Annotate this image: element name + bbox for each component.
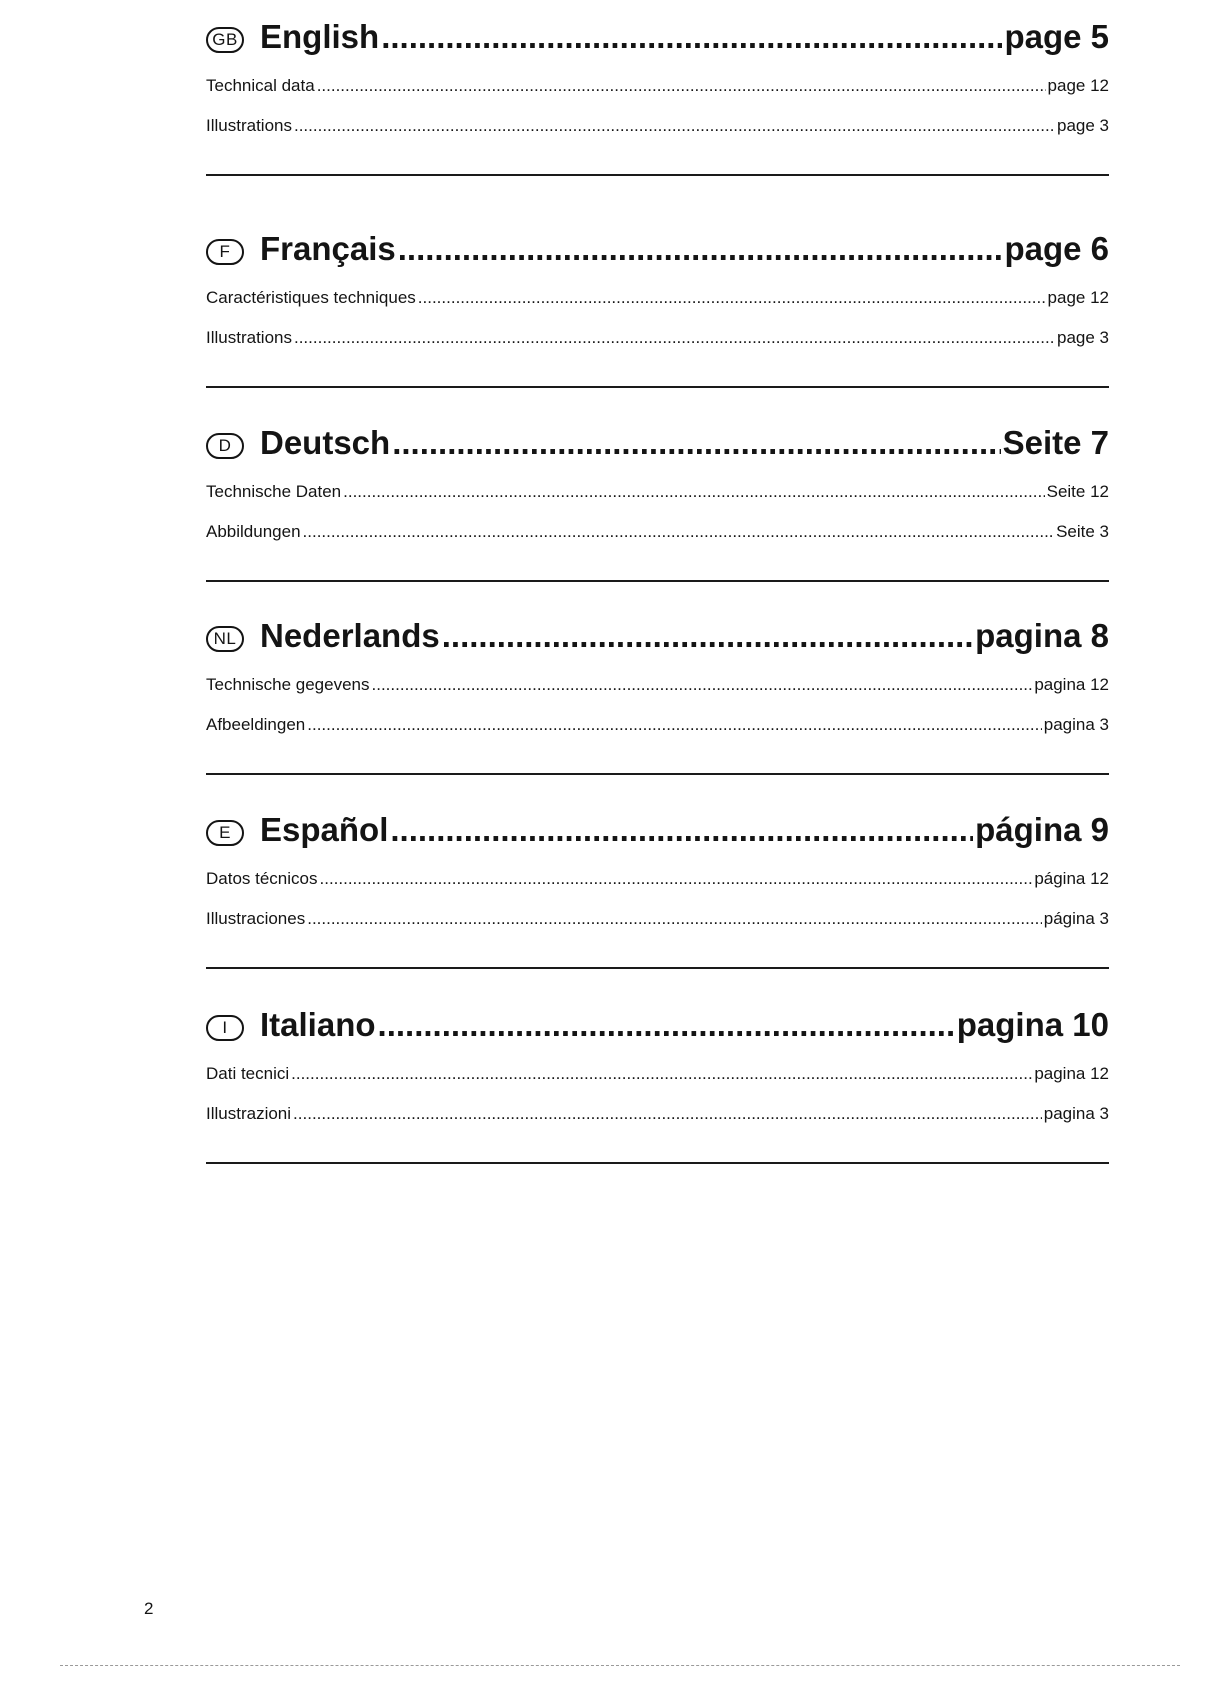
entry-label: Caractéristiques techniques [206,288,416,307]
language-title: Français [260,230,396,267]
toc-entry-illustrations[interactable] [206,522,1109,546]
entry-label: Afbeeldingen [206,715,306,734]
section-divider [206,773,1109,775]
entry-page-ref: page 3 [1057,328,1109,347]
dot-leader [392,424,1000,462]
section-divider [206,967,1109,969]
dot-leader [291,1064,1032,1084]
entry-label: Technical data [206,76,315,95]
country-code-badge: F [206,239,244,265]
entry-page-ref: pagina 12 [1034,675,1109,694]
heading-page-ref: pagina 8 [975,617,1109,654]
entry-label: Illustrations [206,116,292,135]
toc-entry-technical-data[interactable] [206,1064,1109,1088]
heading-page-ref: pagina 10 [956,1006,1109,1043]
toc-heading-row[interactable] [206,1006,1109,1050]
toc-entry-illustrations[interactable] [206,116,1109,140]
heading-page-ref: página 9 [975,811,1109,848]
entry-label: Illustrations [206,328,292,347]
toc-section-nederlands [206,617,1109,775]
toc-section-italiano [206,1006,1109,1164]
dot-leader [307,715,1042,735]
language-title: Nederlands [260,617,440,654]
dot-leader [398,230,1003,268]
entry-label: Dati tecnici [206,1064,290,1083]
toc-heading-row[interactable] [206,230,1109,274]
dot-leader [372,675,1033,695]
toc-entry-technical-data[interactable] [206,288,1109,312]
entry-page-ref: pagina 3 [1043,715,1109,734]
section-divider [206,386,1109,388]
entry-page-ref: Seite 3 [1056,522,1109,541]
country-code-badge: GB [206,27,244,53]
heading-page-ref: page 6 [1004,230,1109,267]
dot-leader [442,617,973,655]
entry-page-ref: página 3 [1043,909,1109,928]
page-number: 2 [144,1599,154,1618]
toc-entry-technical-data[interactable] [206,675,1109,699]
dot-leader [303,522,1055,542]
entry-page-ref: page 12 [1047,288,1109,307]
dot-leader [317,76,1046,96]
entry-page-ref: página 12 [1034,869,1109,888]
section-divider [206,1162,1109,1164]
entry-label: Illustraciones [206,909,306,928]
entry-label: Datos técnicos [206,869,318,888]
entry-page-ref: page 3 [1057,116,1109,135]
entry-page-ref: Seite 12 [1046,482,1109,501]
dot-leader [418,288,1046,308]
dot-leader [378,1006,955,1044]
toc-heading-row[interactable] [206,811,1109,855]
dot-leader [390,811,973,849]
dot-leader [293,1104,1042,1124]
language-title: English [260,18,380,55]
heading-page-ref: page 5 [1004,18,1109,55]
entry-label: Technische gegevens [206,675,370,694]
heading-page-ref: Seite 7 [1002,424,1109,461]
section-divider [206,174,1109,176]
dot-leader [320,869,1033,889]
toc-entry-technical-data[interactable] [206,76,1109,100]
entry-page-ref: page 12 [1047,76,1109,95]
toc-entry-technical-data[interactable] [206,482,1109,506]
language-title: Italiano [260,1006,376,1043]
toc-section-francais [206,230,1109,388]
section-divider [206,580,1109,582]
dot-leader [381,18,1002,56]
toc-heading-row[interactable] [206,424,1109,468]
toc-heading-row[interactable] [206,18,1109,62]
toc-heading-row[interactable] [206,617,1109,661]
toc-entry-illustrations[interactable] [206,328,1109,352]
toc-section-deutsch [206,424,1109,582]
toc-entry-illustrations[interactable] [206,1104,1109,1128]
language-title: Español [260,811,389,848]
country-code-badge: D [206,433,244,459]
toc-section-english [206,18,1109,176]
language-title: Deutsch [260,424,391,461]
dot-leader [307,909,1042,929]
dot-leader [343,482,1044,502]
toc-entry-illustrations[interactable] [206,715,1109,739]
country-code-badge: NL [206,626,244,652]
toc-entry-illustrations[interactable] [206,909,1109,933]
entry-label: Abbildungen [206,522,301,541]
dot-leader [294,116,1055,136]
entry-page-ref: pagina 3 [1043,1104,1109,1123]
entry-label: Illustrazioni [206,1104,292,1123]
toc-section-espanol [206,811,1109,969]
dot-leader [294,328,1055,348]
scan-artifact-line [60,1665,1180,1696]
entry-page-ref: pagina 12 [1034,1064,1109,1083]
toc-entry-technical-data[interactable] [206,869,1109,893]
country-code-badge: I [206,1015,244,1041]
country-code-badge: E [206,820,244,846]
entry-label: Technische Daten [206,482,342,501]
